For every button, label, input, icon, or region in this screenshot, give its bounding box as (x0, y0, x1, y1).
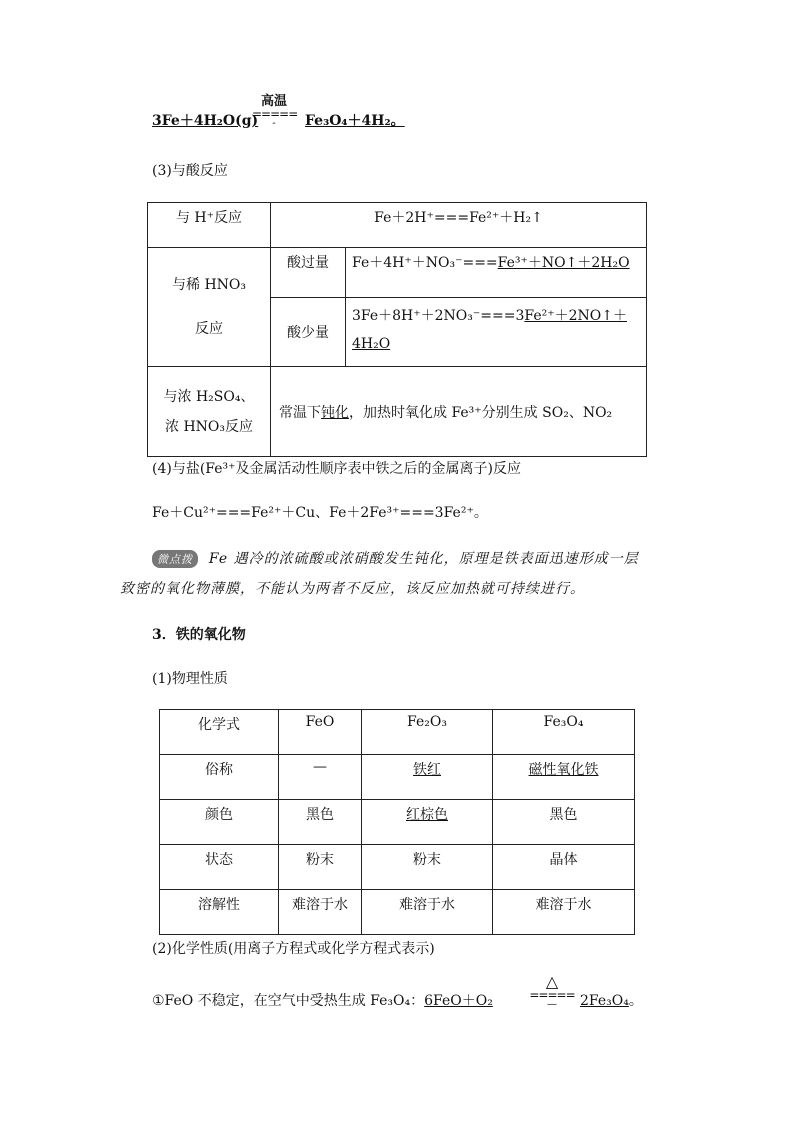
tip-line2: 致密的氧化物薄膜，不能认为两者不反应，该反应加热就可持续进行。 (120, 581, 585, 597)
row-label: 状态 (160, 845, 279, 890)
row-h-value: Fe＋2H⁺===Fe²⁺＋H₂↑ (271, 203, 647, 248)
conc-label-2: 浓 HNO₃反应 (165, 418, 253, 435)
section-acid-title: (3)与酸反应 (152, 163, 228, 179)
eq1-condition (252, 95, 296, 129)
cell: 难溶于水 (279, 890, 362, 935)
row-label: 俗称 (160, 755, 279, 800)
conc-ul: 钝化 (321, 404, 349, 421)
table-row (160, 890, 635, 935)
row-conc-label (148, 367, 271, 457)
excess-ul: Fe³⁺＋NO↑＋2H₂O (497, 255, 630, 271)
cond-scarce: 酸少量 (271, 298, 346, 367)
table-row (160, 755, 635, 800)
cell-text: 磁性氧化铁 (528, 762, 599, 778)
cell: — (279, 755, 362, 800)
header-fe3o4: Fe₃O₄ (493, 710, 635, 755)
cell: 粉末 (362, 845, 493, 890)
row-conc-value (271, 367, 647, 457)
tip-badge: 微点拨 (152, 550, 198, 568)
equation-feo (152, 990, 493, 1010)
eq-last-right-wrap (580, 990, 643, 1010)
cell: 晶体 (493, 845, 635, 890)
cell: 难溶于水 (362, 890, 493, 935)
eq-last-left: 6FeO＋O₂ (424, 993, 493, 1009)
scarce-line2: 4H₂O (352, 336, 391, 352)
dilute-label-2: 反应 (195, 321, 223, 337)
eq-last-right: 2Fe₃O₄ (580, 993, 629, 1009)
excess-plain: Fe＋4H⁺＋NO₃⁻=== (352, 255, 498, 271)
row-label: 溶解性 (160, 890, 279, 935)
acid-reaction-table (147, 202, 647, 457)
table-row (160, 800, 635, 845)
scarce-ul: Fe²⁺＋2NO↑＋ (524, 308, 627, 324)
tip-text-1: Fe 遇冷的浓硫酸或浓硝酸发生钝化，原理是铁表面迅速形成一层 (208, 551, 639, 567)
tip-line1 (152, 548, 639, 568)
cell-text: 铁红 (413, 762, 441, 778)
eq-last-dash: — (547, 999, 557, 1010)
cell (362, 800, 493, 845)
eq-last-end: 。 (628, 993, 643, 1009)
eq1-right: Fe₃O₄＋4H₂。 (305, 113, 405, 129)
cell: 粉末 (279, 845, 362, 890)
phys-title: (1)物理性质 (152, 671, 228, 687)
equation-iron-steam (152, 110, 258, 130)
eq1-right-wrap (305, 110, 405, 130)
eq1-condition-text: 高温 (260, 94, 287, 109)
oxide-properties-table (159, 709, 635, 935)
row-dilute-hno3-label (148, 248, 271, 367)
delta-icon: △ (545, 972, 559, 991)
section-salt-title: (4)与盐(Fe³⁺及金属活动性顺序表中铁之后的金属离子)反应 (152, 461, 521, 477)
equation-salt: Fe＋Cu²⁺===Fe²⁺＋Cu、Fe＋2Fe³⁺===3Fe²⁺。 (152, 505, 488, 521)
eq-last-condition (528, 974, 576, 1010)
conc-pre: 常温下 (279, 404, 321, 421)
row-h-label: 与 H⁺反应 (148, 203, 271, 248)
value-scarce (346, 298, 647, 367)
table-row (160, 845, 635, 890)
dilute-label-1: 与稀 HNO₃ (172, 277, 246, 293)
eq1-dash: - (272, 118, 276, 129)
row-label: 颜色 (160, 800, 279, 845)
cell: 黑色 (493, 800, 635, 845)
eq1-sign: ===== (252, 107, 298, 121)
eq-last-lead: ①FeO 不稳定，在空气中受热生成 Fe₃O₄： (152, 993, 425, 1009)
scarce-plain: 3Fe＋8H⁺＋2NO₃⁻===3 (352, 308, 525, 324)
cell (493, 755, 635, 800)
value-excess (346, 248, 647, 298)
eq-last-sign: ===== (529, 988, 575, 1002)
header-formula: 化学式 (160, 710, 279, 755)
cell: 难溶于水 (493, 890, 635, 935)
cell: 黑色 (279, 800, 362, 845)
conc-post: ，加热时氧化成 Fe³⁺分别生成 SO₂、NO₂ (349, 404, 613, 421)
header-feo: FeO (279, 710, 362, 755)
eq1-left: 3Fe＋4H₂O(g) (152, 113, 259, 129)
cell-text: 红棕色 (406, 807, 448, 823)
cond-excess: 酸过量 (271, 248, 346, 298)
header-fe2o3: Fe₂O₃ (362, 710, 493, 755)
chem-title: (2)化学性质(用离子方程式或化学方程式表示) (152, 941, 435, 957)
conc-label-1: 与浓 H₂SO₄、 (163, 388, 255, 405)
section-iron-oxide-title: 3．铁的氧化物 (152, 627, 246, 643)
cell (362, 755, 493, 800)
